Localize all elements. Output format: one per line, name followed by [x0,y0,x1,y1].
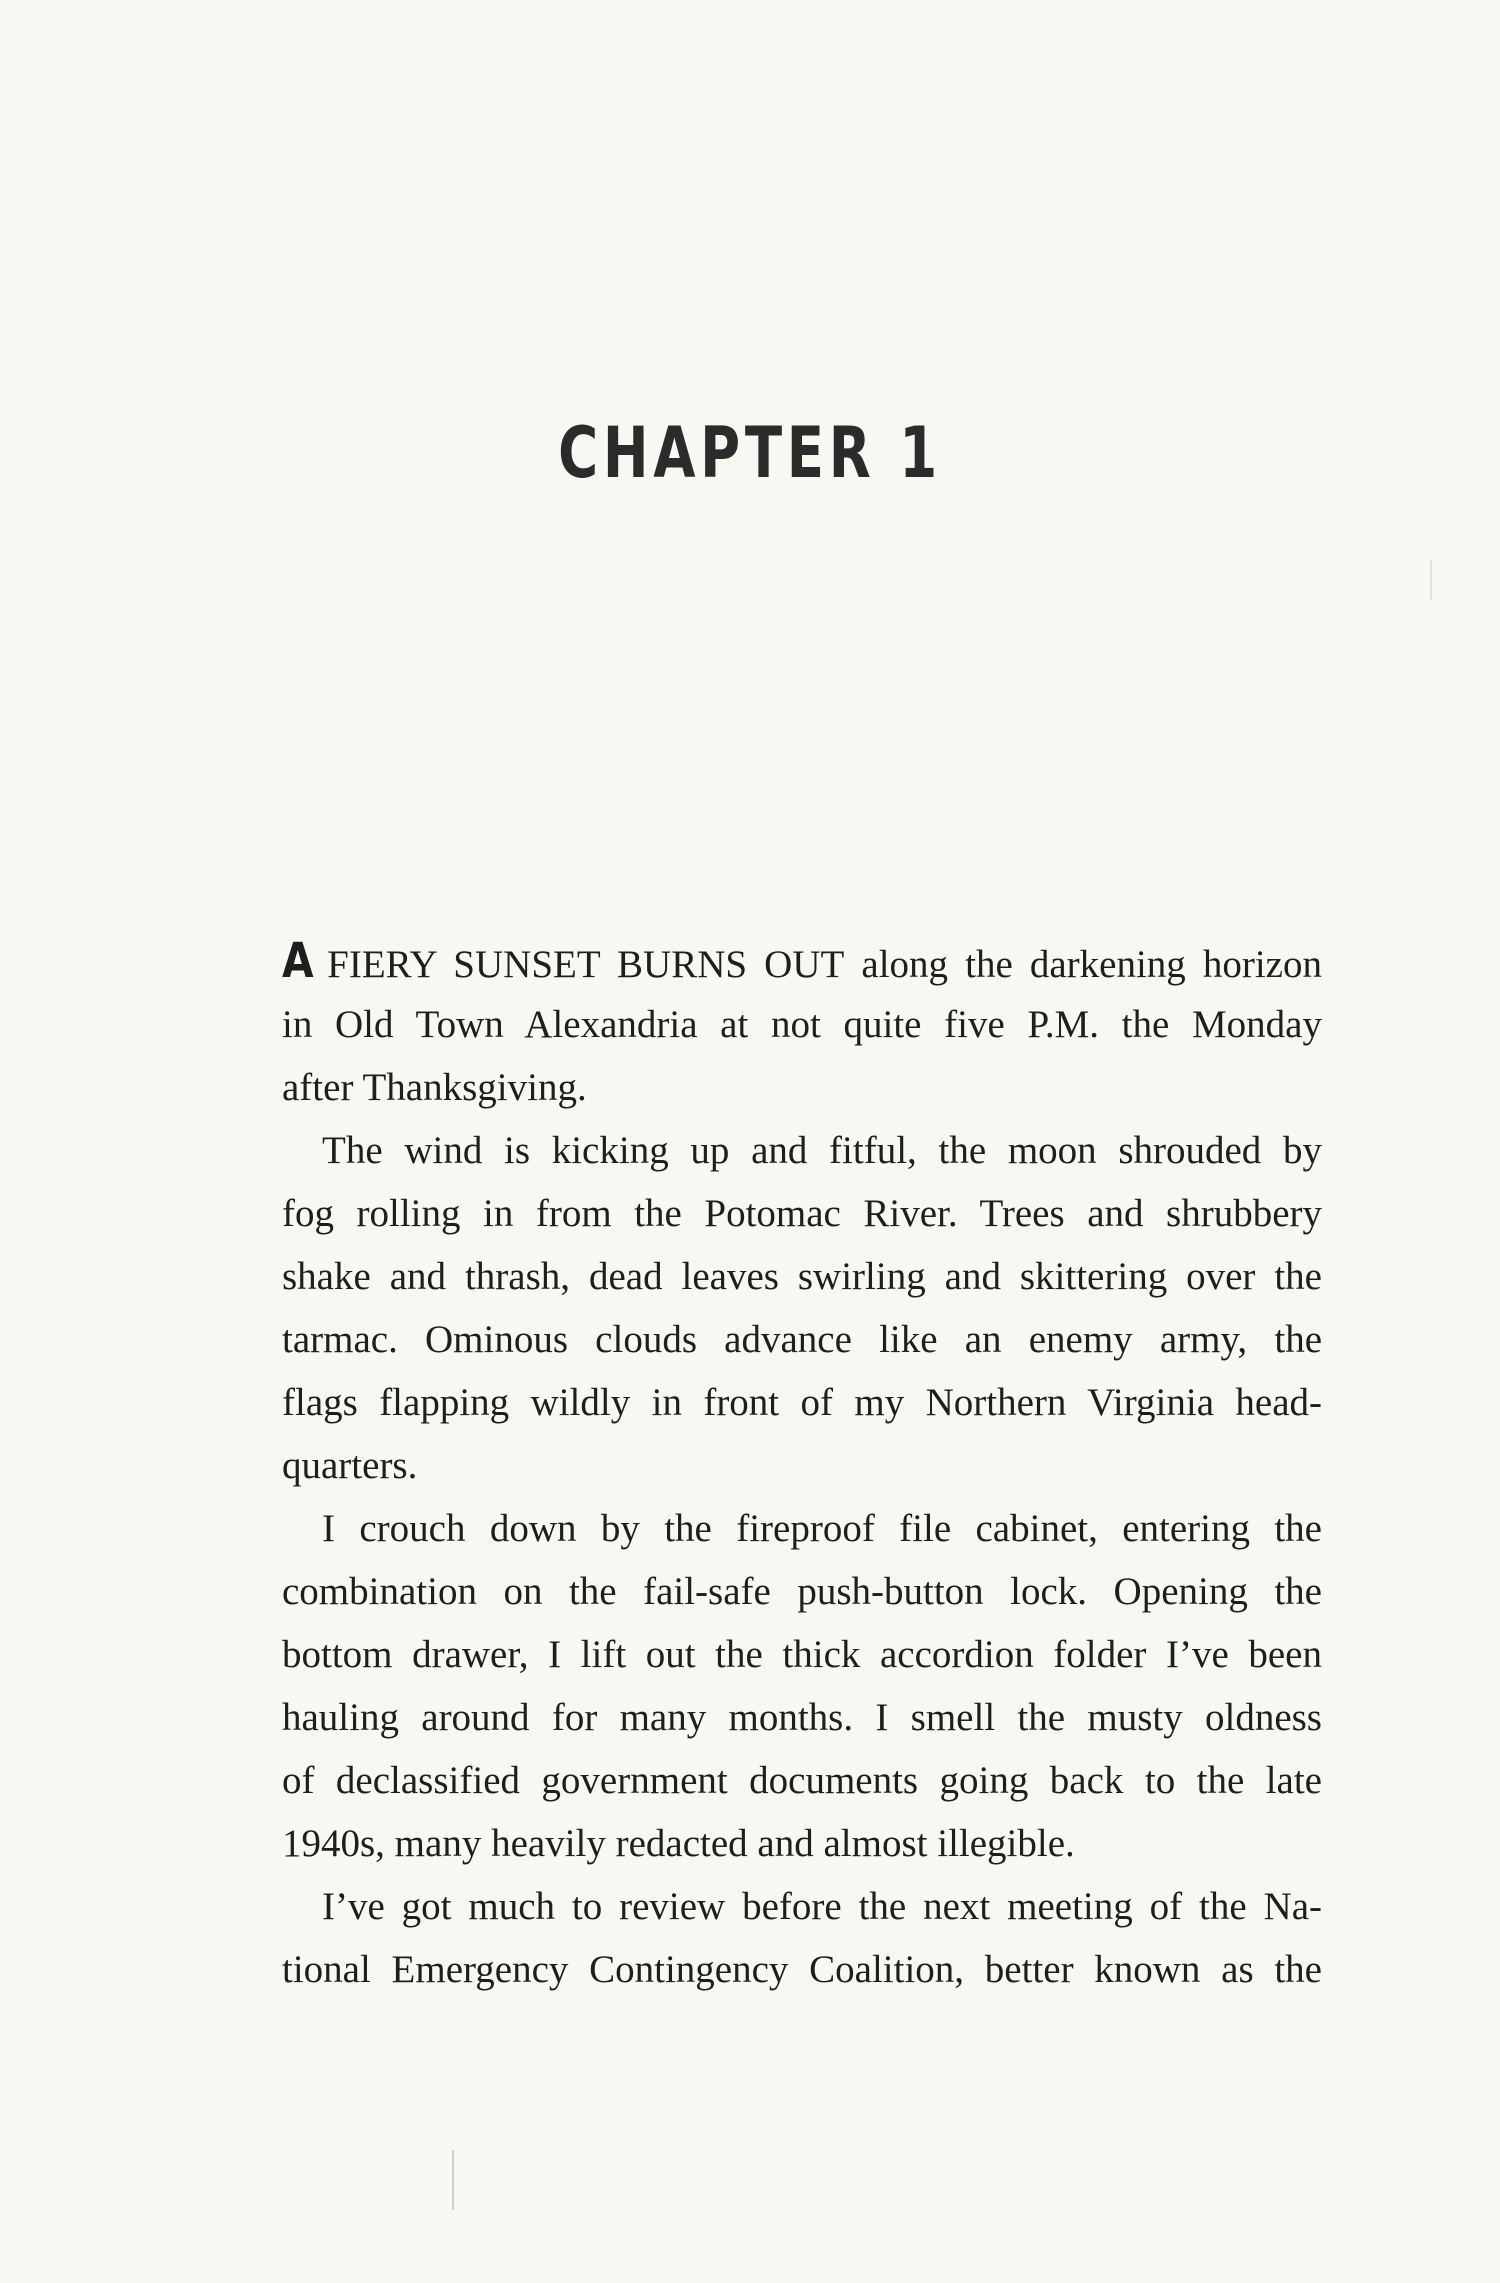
small-caps-lead: FIERY SUNSET BURNS OUT [327,943,845,986]
text-line-11: combination on the fail-safe push-button lock. Opening the [282,1570,1322,1613]
text-line-16: I’ve got much to review before the next meeting of the Na- [322,1885,1322,1928]
text-line-7: tarmac. Ominous clouds advance like an enemy army, the [282,1318,1322,1361]
drop-cap: A [282,933,314,989]
text-line-5: fog rolling in from the Potomac River. Trees and shrubbery [282,1192,1322,1235]
text-line-9: quarters. [282,1444,418,1487]
text-line-10: I crouch down by the fireproof file cabinet, entering the [322,1507,1322,1550]
text-line-15: 1940s, many heavily redacted and almost illegible. [282,1822,1075,1865]
text-line-4: The wind is kicking up and fitful, the moon shrouded by [322,1129,1322,1172]
text-line-14: of declassified government documents going back to the late [282,1759,1322,1802]
text-line-13: hauling around for many months. I smell the musty oldness [282,1696,1322,1739]
body-text [282,930,1322,2001]
text-line-17: tional Emergency Contingency Coalition, better known as the [282,1948,1322,1991]
text-line-2: in Old Town Alexandria at not quite five P.M. the Monday [282,1003,1322,1046]
chapter-title: CHAPTER 1 [558,412,942,494]
text-line-1 [282,930,1322,993]
text-line-12: bottom drawer, I lift out the thick accordion folder I’ve been [282,1633,1322,1676]
text-line-3: after Thanksgiving. [282,1066,587,1109]
scan-artifact [452,2150,454,2210]
scan-artifact [1430,560,1432,600]
text-line-6: shake and thrash, dead leaves swirling and skittering over the [282,1255,1322,1298]
text-line-8: flags flapping wildly in front of my Northern Virginia head- [282,1381,1322,1424]
line-text: along the darkening horizon [844,943,1322,986]
